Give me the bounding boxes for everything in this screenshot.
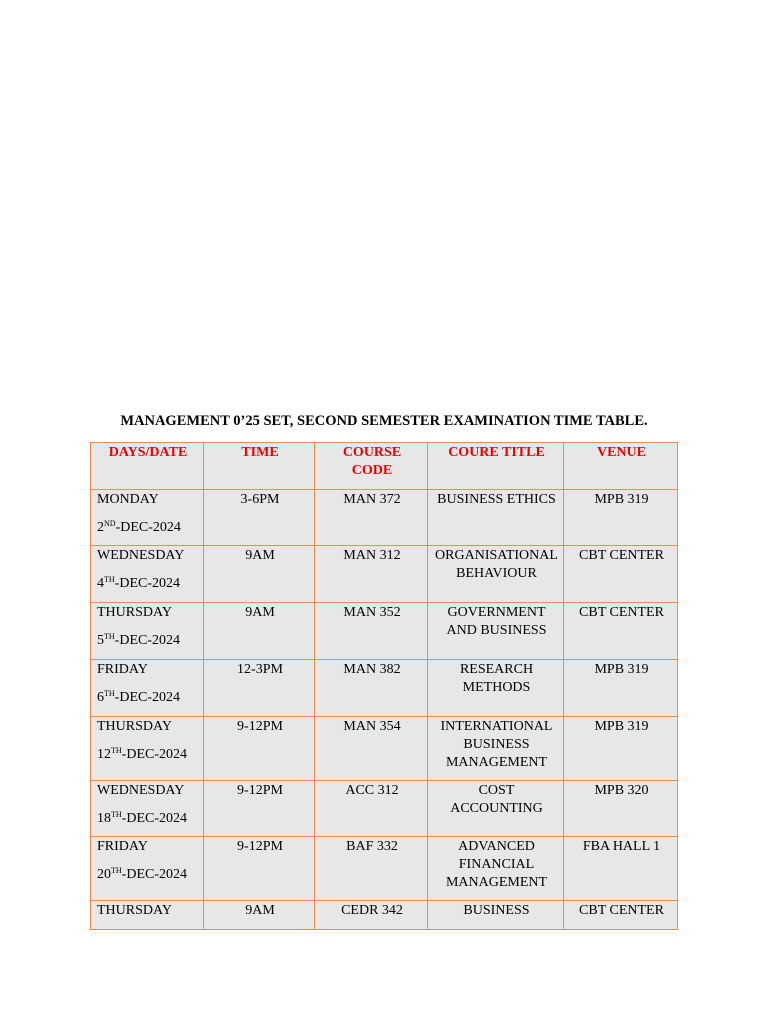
course-code-cell: MAN 352 — [315, 603, 428, 660]
course-title-cell: COST ACCOUNTING — [428, 781, 564, 837]
course-title-cell: RESEARCH METHODS — [428, 660, 564, 717]
table-row — [91, 781, 678, 837]
venue-cell: MPB 320 — [564, 781, 678, 837]
day-date-cell — [91, 837, 204, 901]
exam-date: 6TH-DEC-2024 — [97, 689, 180, 705]
day-name: WEDNESDAY — [97, 548, 185, 563]
time-cell: 12-3PM — [204, 660, 315, 717]
venue-cell: CBT CENTER — [564, 603, 678, 660]
course-code-cell: CEDR 342 — [315, 901, 428, 930]
header-time: TIME — [204, 443, 315, 490]
header-days-date: DAYS/DATE — [91, 443, 204, 490]
day-name: FRIDAY — [97, 662, 148, 677]
day-date-cell — [91, 490, 204, 546]
time-cell: 9-12PM — [204, 837, 315, 901]
course-code-cell: MAN 382 — [315, 660, 428, 717]
header-venue: VENUE — [564, 443, 678, 490]
page-title: MANAGEMENT 0’25 SET, SECOND SEMESTER EXAMINATION TIME TABLE. — [120, 413, 648, 429]
day-date-cell — [91, 717, 204, 781]
course-title-cell: ADVANCED FINANCIAL MANAGEMENT — [428, 837, 564, 901]
exam-date: 12TH-DEC-2024 — [97, 746, 187, 762]
table-row — [91, 490, 678, 546]
exam-date: 20TH-DEC-2024 — [97, 866, 187, 882]
course-title-cell: BUSINESS — [428, 901, 564, 930]
venue-cell: CBT CENTER — [564, 546, 678, 603]
exam-date: 18TH-DEC-2024 — [97, 810, 187, 826]
time-cell: 9AM — [204, 603, 315, 660]
table-header-row — [91, 443, 678, 490]
exam-date: 5TH-DEC-2024 — [97, 632, 180, 648]
venue-cell: CBT CENTER — [564, 901, 678, 930]
day-name: WEDNESDAY — [97, 783, 185, 798]
venue-cell: MPB 319 — [564, 717, 678, 781]
venue-cell: FBA HALL 1 — [564, 837, 678, 901]
time-cell: 9AM — [204, 546, 315, 603]
day-date-cell — [91, 781, 204, 837]
course-title-cell: BUSINESS ETHICS — [428, 490, 564, 546]
course-code-cell: MAN 354 — [315, 717, 428, 781]
exam-date: 2ND-DEC-2024 — [97, 519, 181, 535]
course-title-cell: INTERNATIONAL BUSINESS MANAGEMENT — [428, 717, 564, 781]
table-row — [91, 546, 678, 603]
course-code-cell: MAN 312 — [315, 546, 428, 603]
table-row — [91, 837, 678, 901]
time-cell: 9-12PM — [204, 717, 315, 781]
table-row — [91, 901, 678, 930]
venue-cell: MPB 319 — [564, 490, 678, 546]
day-date-cell — [91, 660, 204, 717]
time-cell: 3-6PM — [204, 490, 315, 546]
table-row — [91, 603, 678, 660]
exam-date: 4TH-DEC-2024 — [97, 575, 180, 591]
day-name: THURSDAY — [97, 605, 172, 620]
course-title-cell: GOVERNMENT AND BUSINESS — [428, 603, 564, 660]
day-date-cell — [91, 901, 204, 930]
table-row — [91, 717, 678, 781]
time-cell: 9-12PM — [204, 781, 315, 837]
course-title-cell: ORGANISATIONAL BEHAVIOUR — [428, 546, 564, 603]
day-name: FRIDAY — [97, 839, 148, 854]
day-name: THURSDAY — [97, 719, 172, 734]
course-code-cell: ACC 312 — [315, 781, 428, 837]
day-date-cell — [91, 546, 204, 603]
course-code-cell: MAN 372 — [315, 490, 428, 546]
header-course-code: COURSE CODE — [315, 443, 428, 490]
day-date-cell — [91, 603, 204, 660]
venue-cell: MPB 319 — [564, 660, 678, 717]
day-name: MONDAY — [97, 492, 159, 507]
exam-timetable — [90, 442, 678, 930]
header-course-title: COURE TITLE — [428, 443, 564, 490]
table-row — [91, 660, 678, 717]
time-cell: 9AM — [204, 901, 315, 930]
course-code-cell: BAF 332 — [315, 837, 428, 901]
day-name: THURSDAY — [97, 903, 172, 918]
